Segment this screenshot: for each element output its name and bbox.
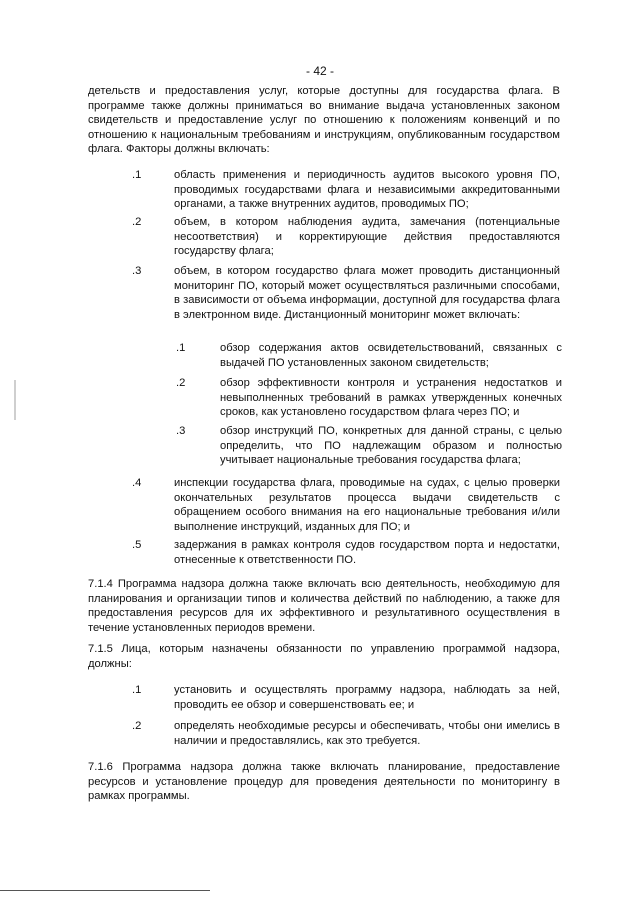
- footer-rule: [0, 890, 210, 891]
- subitem-number: .1: [176, 342, 186, 354]
- item-text: область применения и периодичность аудитов высокого уровня ПО, проводимых государствами флага и независимыми аккредитованными органами, а также внутренних аудитов, проводимых ПО;: [174, 169, 560, 210]
- item-text: объем, в котором наблюдения аудита, замечания (потенциальные несоответствия) и корректирующие действия предоставляются государству флага;: [174, 216, 560, 257]
- paragraph-7-1-6: 7.1.6 Программа надзора должна также включать планирование, предоставление ресурсов и установление процедур для проведения деятельности по мониторингу в рамках программы.: [88, 761, 560, 802]
- subitem-text: обзор инструкций ПО, конкретных для данной страны, с целью определить, что ПО надлежащим образом и полностью учитывает национальные требования государства флага;: [220, 425, 562, 466]
- item-number: .5: [132, 539, 142, 551]
- item-text: определять необходимые ресурсы и обеспечивать, чтобы они имелись в наличии и предоставлялись, как это требуется.: [174, 720, 560, 747]
- item-text: установить и осуществлять программу надзора, наблюдать за ней, проводить ее обзор и совершенствовать ее; и: [174, 684, 560, 711]
- item-text: инспекции государства флага, проводимые на судах, с целью проверки окончательных результатов процесса выдачи свидетельств с обращением особого внимания на его национальные требования и/или выполнение инструкций, изданных для ПО; и: [174, 477, 560, 533]
- page-number: - 42 -: [305, 64, 334, 78]
- item-number: .1: [132, 684, 142, 696]
- item-number: .1: [132, 169, 142, 181]
- item-number: .2: [132, 216, 142, 228]
- item-number: .4: [132, 477, 142, 489]
- subitem-text: обзор содержания актов освидетельствований, связанных с выдачей ПО установленных законом свидетельств;: [220, 342, 562, 369]
- item-number: .2: [132, 720, 142, 732]
- paragraph-7-1-4: 7.1.4 Программа надзора должна также включать всю деятельность, необходимую для планирования и организации типов и количества действий по наблюдению, а также для предоставления ресурсов для их эффективного и результативного осуществления в течение установленных периодов времени.: [88, 578, 560, 634]
- item-text: задержания в рамках контроля судов государством порта и недостатки, отнесенные к ответственности ПО.: [174, 539, 560, 566]
- intro-paragraph: детельств и предоставления услуг, которые доступны для государства флага. В программе также должны приниматься во внимание выдача установленных законом свидетельств и предоставление услуг по отношению к положениям конвенций и по отношению к национальным требованиям и инструкциям, опубликованным государством флага. Факторы должны включать:: [88, 85, 560, 155]
- item-number: .3: [132, 265, 142, 277]
- subitem-number: .3: [176, 425, 186, 437]
- item-text: объем, в котором государство флага может проводить дистанционный мониторинг ПО, который может осуществляться различными способами, в зависимости от объема информации, доступной для государства флага в электронном виде. Дистанционный мониторинг может включать:: [174, 265, 560, 321]
- paragraph-7-1-5: 7.1.5 Лица, которым назначены обязанности по управлению программой надзора, должны:: [88, 643, 560, 670]
- subitem-text: обзор эффективности контроля и устранения недостатков и невыполненных требований в рамках утвержденных конечных сроков, как установлено государством флага через ПО; и: [220, 377, 562, 418]
- subitem-number: .2: [176, 377, 186, 389]
- scan-edge-mark: [14, 380, 16, 420]
